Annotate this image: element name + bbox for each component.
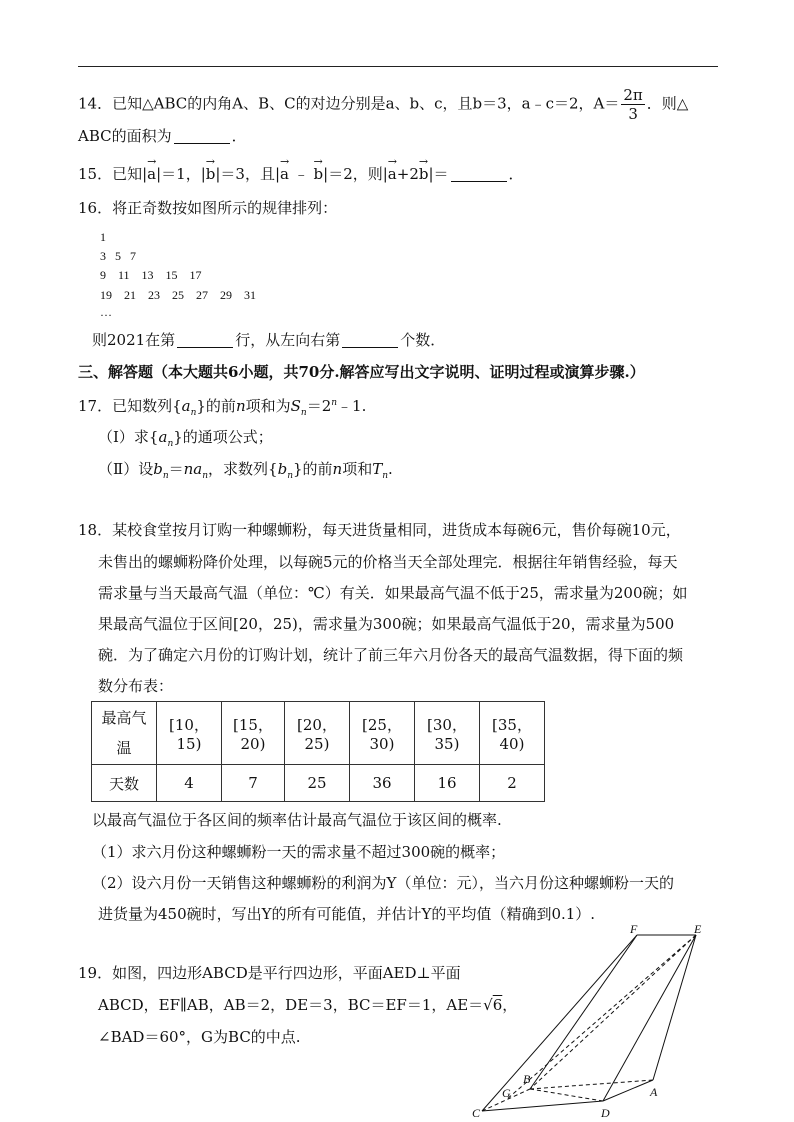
q15-text: |＝1，| [156,165,206,183]
plus: +2 [396,165,419,183]
edge-ED [603,935,696,1101]
q15-line [78,162,524,184]
table-cell: 25 [285,765,350,802]
vector-a: → a [280,162,289,184]
q18-line4: 果最高气温位于区间[20，25)，需求量为300碗；如果最高气温低于20，需求量为500 [98,615,675,633]
var-t: T [372,460,383,478]
table-cell: 2 [480,765,545,802]
label-B: B [523,1072,531,1086]
sqrt-symbol: √ [483,996,493,1014]
var-b: b [277,460,288,478]
var-s: S [290,397,301,415]
vector-b: → b [206,162,216,184]
section-heading: 三、解答题（本大题共6小题，共70分.解答应写出文字说明、证明过程或演算步骤.） [78,363,645,381]
table-cell: 16 [415,765,480,802]
table-header-cell [92,702,157,765]
punct: ． [231,127,247,145]
q18-line3: 需求量与当天最高气温（单位：℃）有关．如果最高气温不低于25，需求量为200碗；如 [98,584,688,602]
vector-a: → a [147,162,156,184]
table-row [92,702,545,765]
edge-EA [653,935,696,1080]
q17-a: 17．已知数列{ [78,397,182,415]
table-cell: [35，40) [480,702,545,765]
sub-n: n [300,408,307,418]
q15-end: |＝ [428,165,449,183]
table-cell: [15，20) [222,702,285,765]
edge-FC [482,935,637,1111]
edge-BD-hidden [530,1089,603,1101]
sub-n: n [202,471,209,481]
label-E: E [694,925,702,936]
minus: ﹣ [288,165,314,183]
answer-blank[interactable] [342,333,398,348]
q14-line1 [78,86,688,123]
p1-b: }的通项公式； [173,428,273,446]
q19-line1: 19．如图，四边形ABCD是平行四边形，平面AED⊥平面 [78,964,461,982]
q16-ask-b: 行，从左向右第 [235,331,341,349]
table-cell: [30，35) [415,702,480,765]
vector-b: → b [314,162,324,184]
q14-ask: ABC的面积为 [78,127,172,145]
q18-line5: 碗．为了确定六月份的订购计划，统计了前三年六月份各天的最高气温数据，得下面的频 [98,646,684,664]
q19-line3: ∠BAD＝60°，G为BC的中点. [98,1028,301,1046]
geometry-figure [460,925,720,1120]
q17-b: }的前 [196,397,236,415]
sqrt-value: 6 [492,996,503,1014]
header-label-2: 温 [116,739,132,757]
q18-line6: 数分布表： [98,677,174,695]
label-F: F [630,925,638,936]
edge-FB [530,935,637,1089]
sub-n: n [190,408,197,418]
var-b: b [153,460,163,478]
table-cell: 36 [350,765,415,802]
edge-CD [482,1101,603,1111]
label-G: G [502,1086,511,1100]
vector-b: → b [419,162,429,184]
p2-f: . [388,460,393,478]
q14-stem: 14．已知△ABC的内角A、B、C的对边分别是a、b、c，且b＝3，a﹣c＝2，A＝ [78,94,620,113]
edge-EB-hidden [530,935,696,1089]
odd-row-1: 1 [100,230,106,244]
odd-row-2: 3 5 7 [100,249,136,263]
odd-row-4: 19 21 23 25 27 29 31 [100,288,256,302]
q18-part1: （1）求六月份这种螺蛳粉一天的需求量不超过300碗的概率； [92,843,506,861]
q17-part1 [98,427,273,454]
punct: ． [508,165,524,183]
q19-line2a: ABCD，EF∥AB，AB＝2，DE＝3，BC＝EF＝1，AE＝ [98,996,484,1014]
q17-stem [78,393,366,423]
sub-n: n [162,471,169,481]
table-cell: 7 [222,765,285,802]
frequency-table [91,701,545,802]
answer-blank[interactable] [451,167,507,182]
label-D: D [601,1106,610,1120]
q17-d: ＝2 [306,397,332,415]
table-header-cell: 天数 [92,765,157,802]
p1-a: （Ⅰ）求{ [98,428,159,446]
q16-ask [92,330,445,350]
q16-ask-a: 则2021在第 [92,331,176,349]
q18-part2-line1: （2）设六月份一天销售这种螺蛳粉的利润为Y（单位：元），当六月份这种螺蛳粉一天的 [92,874,674,892]
p2-c: ，求数列{ [208,460,278,478]
q17-e: ﹣1. [337,397,367,415]
var-n: n [235,397,246,415]
table-cell: 4 [157,765,222,802]
q15-mid2: |＝2，则| [323,165,388,183]
q14-tail: ．则△ [646,94,689,113]
label-A: A [650,1085,658,1099]
fraction [621,86,644,123]
q18-after: 以最高气温位于各区间的频率估计最高气温位于该区间的概率. [92,811,502,829]
header-label-1: 最高气 [101,709,147,727]
q15-prefix: 15．已知| [78,165,148,183]
table-cell: [10，15) [157,702,222,765]
p2-b: ＝ [168,460,184,478]
q16-stem: 16．将正奇数按如图所示的规律排列： [78,199,338,217]
sub-n: n [382,471,389,481]
q15-mid1: |＝3，且| [215,165,281,183]
table-cell: [25，30) [350,702,415,765]
p2-a: （Ⅱ）设 [98,460,154,478]
answer-blank[interactable] [177,333,233,348]
q17-c: 项和为 [245,397,291,415]
frac-numerator: 2π [623,86,643,104]
q19-line2b: ， [502,996,518,1014]
q18-part2-line2: 进货量为450碗时，写出Y的所有可能值，并估计Y的平均值（精确到0.1）. [98,905,596,923]
sub-n: n [167,439,174,449]
odd-row-ellipsis: … [100,305,112,319]
var-a: a [158,428,168,446]
odd-row-3: 9 11 13 15 17 [100,268,202,282]
frac-denominator: 3 [628,105,638,123]
var-a: a [193,460,203,478]
sub-n: n [287,471,293,481]
vector-a: → a [388,162,397,184]
q19-line2 [98,995,517,1015]
q17-part2 [98,459,393,486]
q16-ask-c: 个数． [400,331,446,349]
var-a: a [181,397,191,415]
q18-line1: 18．某校食堂按月订购一种螺蛳粉，每天进货量相同，进货成本每碗6元，售价每碗10元， [78,521,681,539]
table-row [92,765,545,802]
var-n: n [183,460,194,478]
label-C: C [472,1106,481,1120]
p2-e: 项和 [342,460,373,478]
edge-EG-hidden [506,935,696,1100]
table-cell: [20，25) [285,702,350,765]
sup-n: n [331,398,338,408]
var-n: n [332,460,343,478]
p2-d: }的前 [293,460,333,478]
answer-blank[interactable] [174,129,230,144]
q18-line2: 未售出的螺蛳粉降价处理，以每碗5元的价格当天全部处理完．根据往年销售经验，每天 [98,553,678,571]
q14-line2 [78,126,247,146]
header-rule [78,66,718,67]
